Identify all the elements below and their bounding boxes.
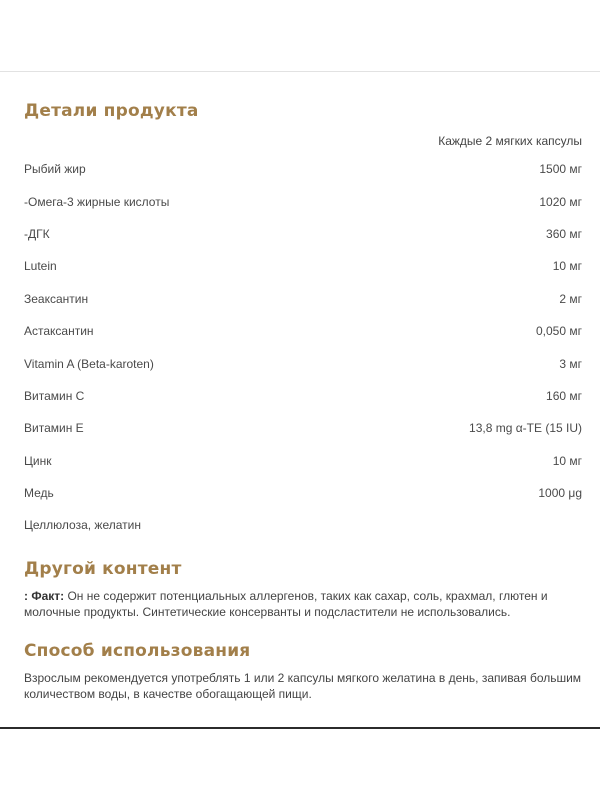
ingredient-amount: 1500 мг [539,162,582,177]
ingredient-name: Витамин C [24,388,85,403]
bottom-divider [0,727,600,729]
ingredient-name: Витамин E [24,421,84,436]
usage-text: Взрослым рекомендуется употреблять 1 или 2 капсулы мягкого желатина в день, запивая большим количеством воды, в качестве обогащающей пищи. [24,670,582,701]
ingredient-name: Астаксантин [24,324,94,339]
ingredient-name: -ДГК [24,226,50,241]
ingredient-amount: 13,8 mg α-TE (15 IU) [469,421,582,436]
ingredient-amount: 1000 μg [538,486,582,501]
table-row [24,477,582,509]
fact-label: : Факт: [24,588,65,603]
product-info [24,98,582,702]
nutrition-table [24,153,582,542]
ingredient-amount: 360 мг [546,226,582,241]
table-row [24,283,582,315]
table-row [24,509,582,541]
serving-size-header: Каждые 2 мягких капсулы [438,134,582,148]
ingredient-amount [338,509,582,541]
top-divider [0,71,600,72]
ingredient-amount: 3 мг [559,356,582,371]
table-row [24,185,582,217]
other-content-heading: Другой контент [24,558,182,579]
ingredient-amount: 2 мг [559,291,582,306]
ingredient-name: Медь [24,486,54,501]
table-row [24,347,582,379]
usage-heading: Способ использования [24,640,251,661]
table-row [24,445,582,477]
ingredient-amount: 10 мг [552,259,582,274]
fact-text: Он не содержит потенциальных аллергенов, таких как сахар, соль, крахмал, глютен и молочные продукты. Синтетические консерванты и подсластители не использовались. [24,588,548,619]
ingredient-name: Vitamin A (Beta-karoten) [24,356,154,371]
ingredient-amount: 1020 мг [539,194,582,209]
ingredient-amount: 0,050 мг [536,324,582,339]
ingredient-amount: 160 мг [546,388,582,403]
product-details-heading: Детали продукта [24,101,199,121]
table-row [24,412,582,444]
ingredient-name: Цинк [24,453,52,468]
table-row [24,153,582,185]
ingredient-name: Lutein [24,259,57,274]
ingredient-name: Рыбий жир [24,162,86,177]
table-row [24,315,582,347]
table-row [24,250,582,282]
table-row [24,380,582,412]
ingredient-name: Зеаксантин [24,291,89,306]
other-content-text [24,588,582,620]
table-row [24,218,582,250]
ingredient-amount: 10 мг [552,453,582,468]
ingredient-name: -Омега-3 жирные кислоты [24,194,170,209]
ingredient-name: Целлюлоза, желатин [24,518,141,533]
